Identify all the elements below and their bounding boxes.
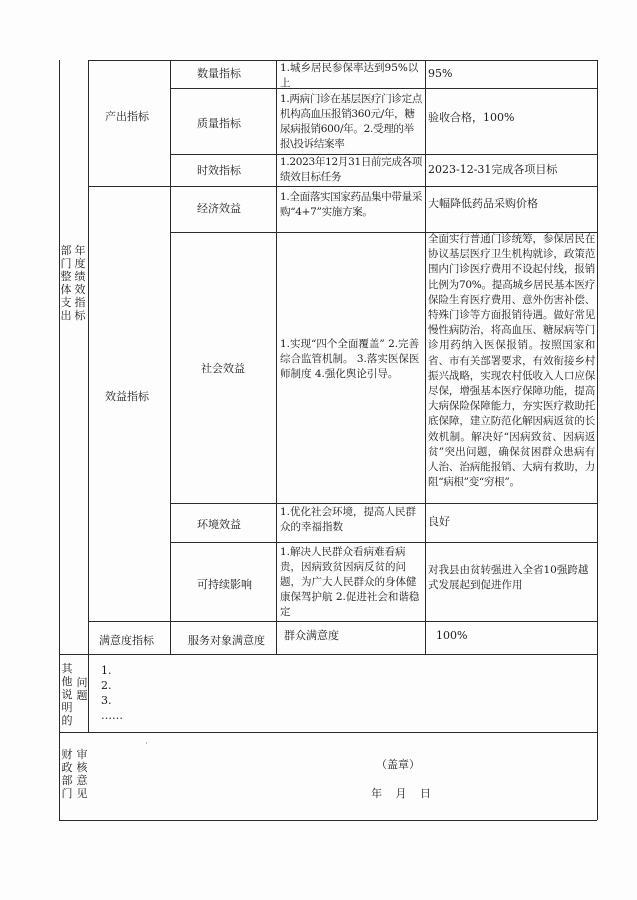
review-date: 年 月 日 bbox=[371, 787, 431, 800]
review-seal: （盖章） bbox=[376, 758, 420, 771]
review-mark: · bbox=[145, 739, 148, 749]
row-economic-content: 1.全面落实国家药品集中带量采购“4+7”实施方案。 bbox=[280, 191, 423, 218]
row-quality-result: 验收合格，100% bbox=[428, 111, 515, 124]
row-sustainability-indicator: 可持续影响 bbox=[197, 578, 252, 591]
row-timeliness-indicator: 时效指标 bbox=[197, 164, 241, 177]
outer-label-col1: 部门整体支出 bbox=[60, 244, 72, 322]
row-social-result: 全面实行普通门诊统筹，参保居民在协议基层医疗卫生机构就诊，政策范围内门诊医疗费用不设起付线，报销比例为70%。提高城乡居民基本医疗保险生育医疗费用、意外伤害补偿、特殊门诊等方面报销待遇。做好常见慢性病防治，将高血压、糖尿病等门诊用药纳入医保报销。按照国家和省、市有关部署要求，有效衔接乡村振兴战略，实现农村低收入人口应保尽保，增强基本医疗保障功能，提高大病保险保障能力，夯实医疗救助托底保障，建立防范化解因病返贫的长效机制。解决好“因病致贫、因病返贫”突出问题，确保贫困群众患病有人治、治病能报销、大病有救助，力阻“病根”变“穷根”。 bbox=[428, 233, 595, 489]
row-quality-indicator: 质量指标 bbox=[197, 117, 241, 130]
finance-review-label-2: 审核意见 bbox=[76, 748, 88, 800]
row-economic-indicator: 经济效益 bbox=[197, 202, 241, 215]
other-notes-label-2: 问题 bbox=[76, 676, 88, 702]
row-satisfaction-content: 群众满意度 bbox=[284, 629, 339, 642]
outer-label-col2: 年度绩效指标 bbox=[74, 244, 86, 322]
row-quality-content: 1.两病门诊在基层医疗门诊定点机构高血压报销360元/年，糖尿病报销600/年。2.受理的举报\投诉结案率 bbox=[280, 93, 423, 150]
category-benefit: 效益指标 bbox=[105, 390, 149, 403]
row-satisfaction-result: 100% bbox=[436, 629, 468, 642]
row-social-indicator: 社会效益 bbox=[201, 362, 245, 375]
row-sustainability-result: 对我县由贫转强进入全省10强跨越式发展起到促进作用 bbox=[428, 564, 589, 591]
row-timeliness-content: 1.2023年12月31日前完成各项绩效目标任务 bbox=[280, 156, 423, 183]
category-output: 产出指标 bbox=[105, 110, 149, 123]
other-item-2: 2. bbox=[101, 679, 112, 692]
row-quantity-content: 1.城乡居民参保率达到95%以上 bbox=[280, 62, 419, 89]
other-notes-label: 其他说明的 bbox=[61, 662, 73, 727]
row-quantity-indicator: 数量指标 bbox=[197, 67, 241, 80]
row-social-content: 1.实现“四个全面覆盖” 2.完善综合监管机制。 3.落实医保医师制度 4.强化舆论引导。 bbox=[280, 338, 420, 380]
other-item-1: 1. bbox=[101, 664, 112, 677]
row-satisfaction-indicator: 服务对象满意度 bbox=[188, 634, 265, 647]
row-quantity-result: 95% bbox=[428, 67, 453, 80]
row-timeliness-result: 2023-12-31完成各项目标 bbox=[428, 163, 558, 176]
category-satisfaction: 满意度指标 bbox=[99, 634, 154, 647]
finance-review-label: 财政部门 bbox=[61, 748, 73, 800]
other-item-more: …… bbox=[101, 709, 123, 722]
row-environment-content: 1.优化社会环境，提高人民群众的幸福指数 bbox=[280, 506, 417, 533]
row-economic-result: 大幅降低药品采购价格 bbox=[428, 197, 538, 210]
row-environment-indicator: 环境效益 bbox=[197, 518, 241, 531]
row-sustainability-content: 1.解决人民群众看病难看病贵，因病致贫因病反贫的问题，为广大人民群众的身体健康保驾护航 2.促进社会和谐稳定 bbox=[280, 546, 420, 618]
row-environment-result: 良好 bbox=[428, 515, 450, 528]
other-item-3: 3. bbox=[101, 694, 112, 707]
